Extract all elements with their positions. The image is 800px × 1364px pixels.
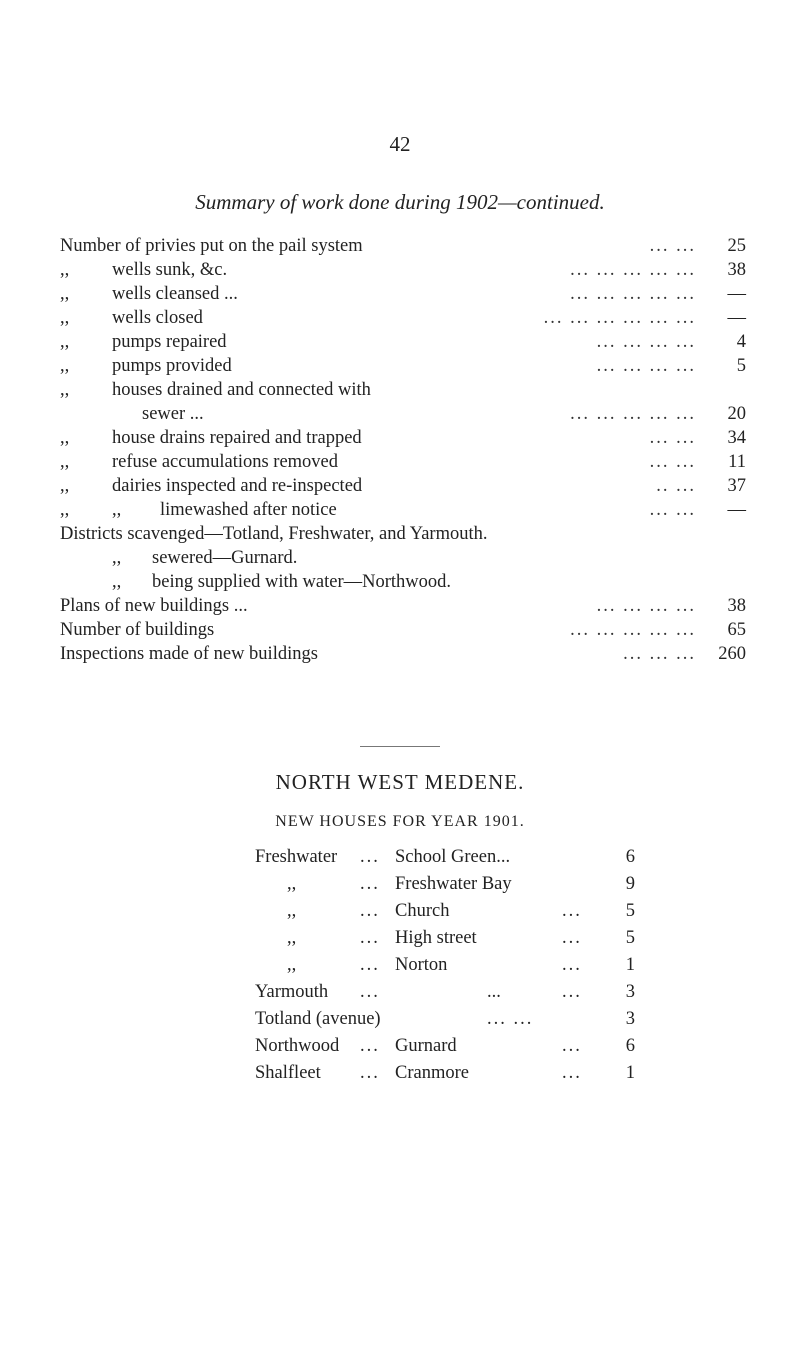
plans-row [60,594,746,618]
summary-label: limewashed after notice [160,500,337,520]
house-count: 5 [625,901,635,921]
leader-dots: ... ... ... [623,644,696,664]
house-row [255,844,635,871]
district-row [60,570,746,594]
separator-dots: ... [360,1036,380,1056]
work-summary [60,234,746,666]
house-row [255,1033,635,1060]
ditto-mark: ,, [60,500,70,520]
district-label: being supplied with water—Northwood. [152,572,452,592]
house-location: Totland (avenue) [255,1009,381,1029]
ditto-mark: ,, [60,356,70,376]
summary-row [60,258,746,282]
ditto-mark: ,, [60,284,70,304]
house-row [255,952,635,979]
leader-dots: ... ... ... ... [596,596,696,616]
plans-label: Inspections made of new buildings [60,644,318,664]
house-area: ... [487,982,501,1002]
house-area: Church [395,901,450,921]
leader-dots: ... [562,901,582,921]
page-heading: Summary of work done during 1902—continued. [195,190,605,214]
separator-dots: ... [360,1063,380,1083]
summary-row [60,234,746,258]
leader-dots: ... [562,955,582,975]
separator-dots: ... [360,982,380,1002]
separator-dots: ... [360,901,380,921]
leader-dots: ... ... ... ... ... [570,260,696,280]
summary-label: pumps repaired [112,332,227,352]
leader-dots: .. ... [656,476,696,496]
summary-label: refuse accumulations removed [112,452,339,472]
district-row [60,546,746,570]
ditto-mark: ,, [287,874,297,894]
house-row [255,898,635,925]
ditto-mark: ,, [60,308,70,328]
ditto-mark: ,, [60,380,70,400]
leader-dots: ... [562,928,582,948]
summary-label: wells cleansed ... [112,284,238,304]
house-location: Freshwater [255,847,338,867]
summary-row [60,282,746,306]
summary-row [60,474,746,498]
leader-dots: ... ... [649,452,696,472]
summary-value: 25 [727,236,746,256]
ditto-mark: ,, [287,901,297,921]
house-row [255,871,635,898]
summary-label: wells sunk, &c. [112,260,228,280]
house-area: Norton [395,955,448,975]
separator-dots: ... [360,928,380,948]
leader-dots: ... ... ... ... ... [570,620,696,640]
ditto-mark: ,, [112,548,122,568]
summary-label: houses drained and connected with [112,380,371,400]
district-row [60,522,746,546]
summary-value: — [727,500,746,520]
plans-label: Number of buildings [60,620,215,640]
ditto-mark: ,, [287,928,297,948]
leader-dots: ... ... ... ... ... [570,404,696,424]
summary-value: — [727,308,746,328]
ditto-mark: ,, [112,572,122,592]
plans-row [60,618,746,642]
house-row [255,1060,635,1087]
plans-value: 260 [718,644,746,664]
house-count: 3 [625,1009,635,1029]
section-divider [360,746,440,747]
summary-value: 20 [727,404,746,424]
house-count: 9 [625,874,635,894]
house-location: Yarmouth [255,982,329,1002]
summary-row [60,330,746,354]
summary-label: house drains repaired and trapped [112,428,362,448]
leader-dots: ... ... ... ... [596,332,696,352]
summary-value: 34 [727,428,746,448]
ditto-mark: ,, [60,332,70,352]
leader-dots: ... [562,1036,582,1056]
summary-value: 11 [728,452,746,472]
leader-dots: ... [562,1063,582,1083]
leader-dots: ... ... ... ... ... [570,284,696,304]
summary-row [60,378,746,402]
summary-value: 37 [727,476,746,496]
leader-dots: ... ... ... ... [596,356,696,376]
north-west-title: NORTH WEST MEDENE. [275,770,525,794]
district-label: Districts scavenged—Totland, Freshwater, and Yarmouth. [60,524,488,544]
summary-label: pumps provided [112,356,232,376]
house-row [255,1006,635,1033]
summary-row [60,306,746,330]
house-area: High street [395,928,477,948]
ditto-mark: ,, [60,428,70,448]
summary-row [60,450,746,474]
summary-label: sewer ... [142,404,204,424]
summary-value: — [727,284,746,304]
new-houses-table [255,844,635,1087]
summary-row [60,354,746,378]
leader-dots: ... ... [649,500,696,520]
ditto-mark: ,, [60,476,70,496]
leader-dots: ... ... [649,236,696,256]
house-area: Freshwater Bay [395,874,512,894]
leader-dots: ... [562,982,582,1002]
house-count: 5 [625,928,635,948]
house-count: 3 [625,982,635,1002]
house-row [255,979,635,1006]
house-area: Gurnard [395,1036,457,1056]
leader-dots: ... ... ... ... ... ... [543,308,696,328]
summary-value: 38 [727,260,746,280]
plans-value: 65 [727,620,746,640]
house-row [255,925,635,952]
summary-label: Number of privies put on the pail system [60,236,363,256]
house-area: School Green... [395,847,511,867]
separator-dots: ... [360,955,380,975]
plans-label: Plans of new buildings ... [60,596,248,616]
house-count: 6 [625,847,635,867]
separator-dots: ... [360,847,380,867]
ditto-mark: ,, [60,452,70,472]
summary-row [60,402,746,426]
house-location: Northwood [255,1036,340,1056]
plans-row [60,642,746,666]
ditto-mark: ,, [112,500,122,520]
separator-dots: ... [360,874,380,894]
house-count: 6 [625,1036,635,1056]
summary-label: dairies inspected and re-inspected [112,476,363,496]
house-count: 1 [625,1063,635,1083]
summary-row [60,426,746,450]
house-area: Cranmore [395,1063,469,1083]
summary-value: 5 [736,356,746,376]
plans-value: 38 [727,596,746,616]
summary-value: 4 [736,332,746,352]
page-number: 42 [389,132,411,156]
ditto-mark: ,, [287,955,297,975]
new-houses-title: NEW HOUSES FOR YEAR 1901. [275,813,525,830]
ditto-mark: ,, [60,260,70,280]
summary-row [60,498,746,522]
leader-dots: ... ... [649,428,696,448]
leader-dots: ... ... [487,1009,534,1029]
summary-label: wells closed [112,308,203,328]
house-count: 1 [625,955,635,975]
district-label: sewered—Gurnard. [152,548,298,568]
house-location: Shalfleet [255,1063,321,1083]
